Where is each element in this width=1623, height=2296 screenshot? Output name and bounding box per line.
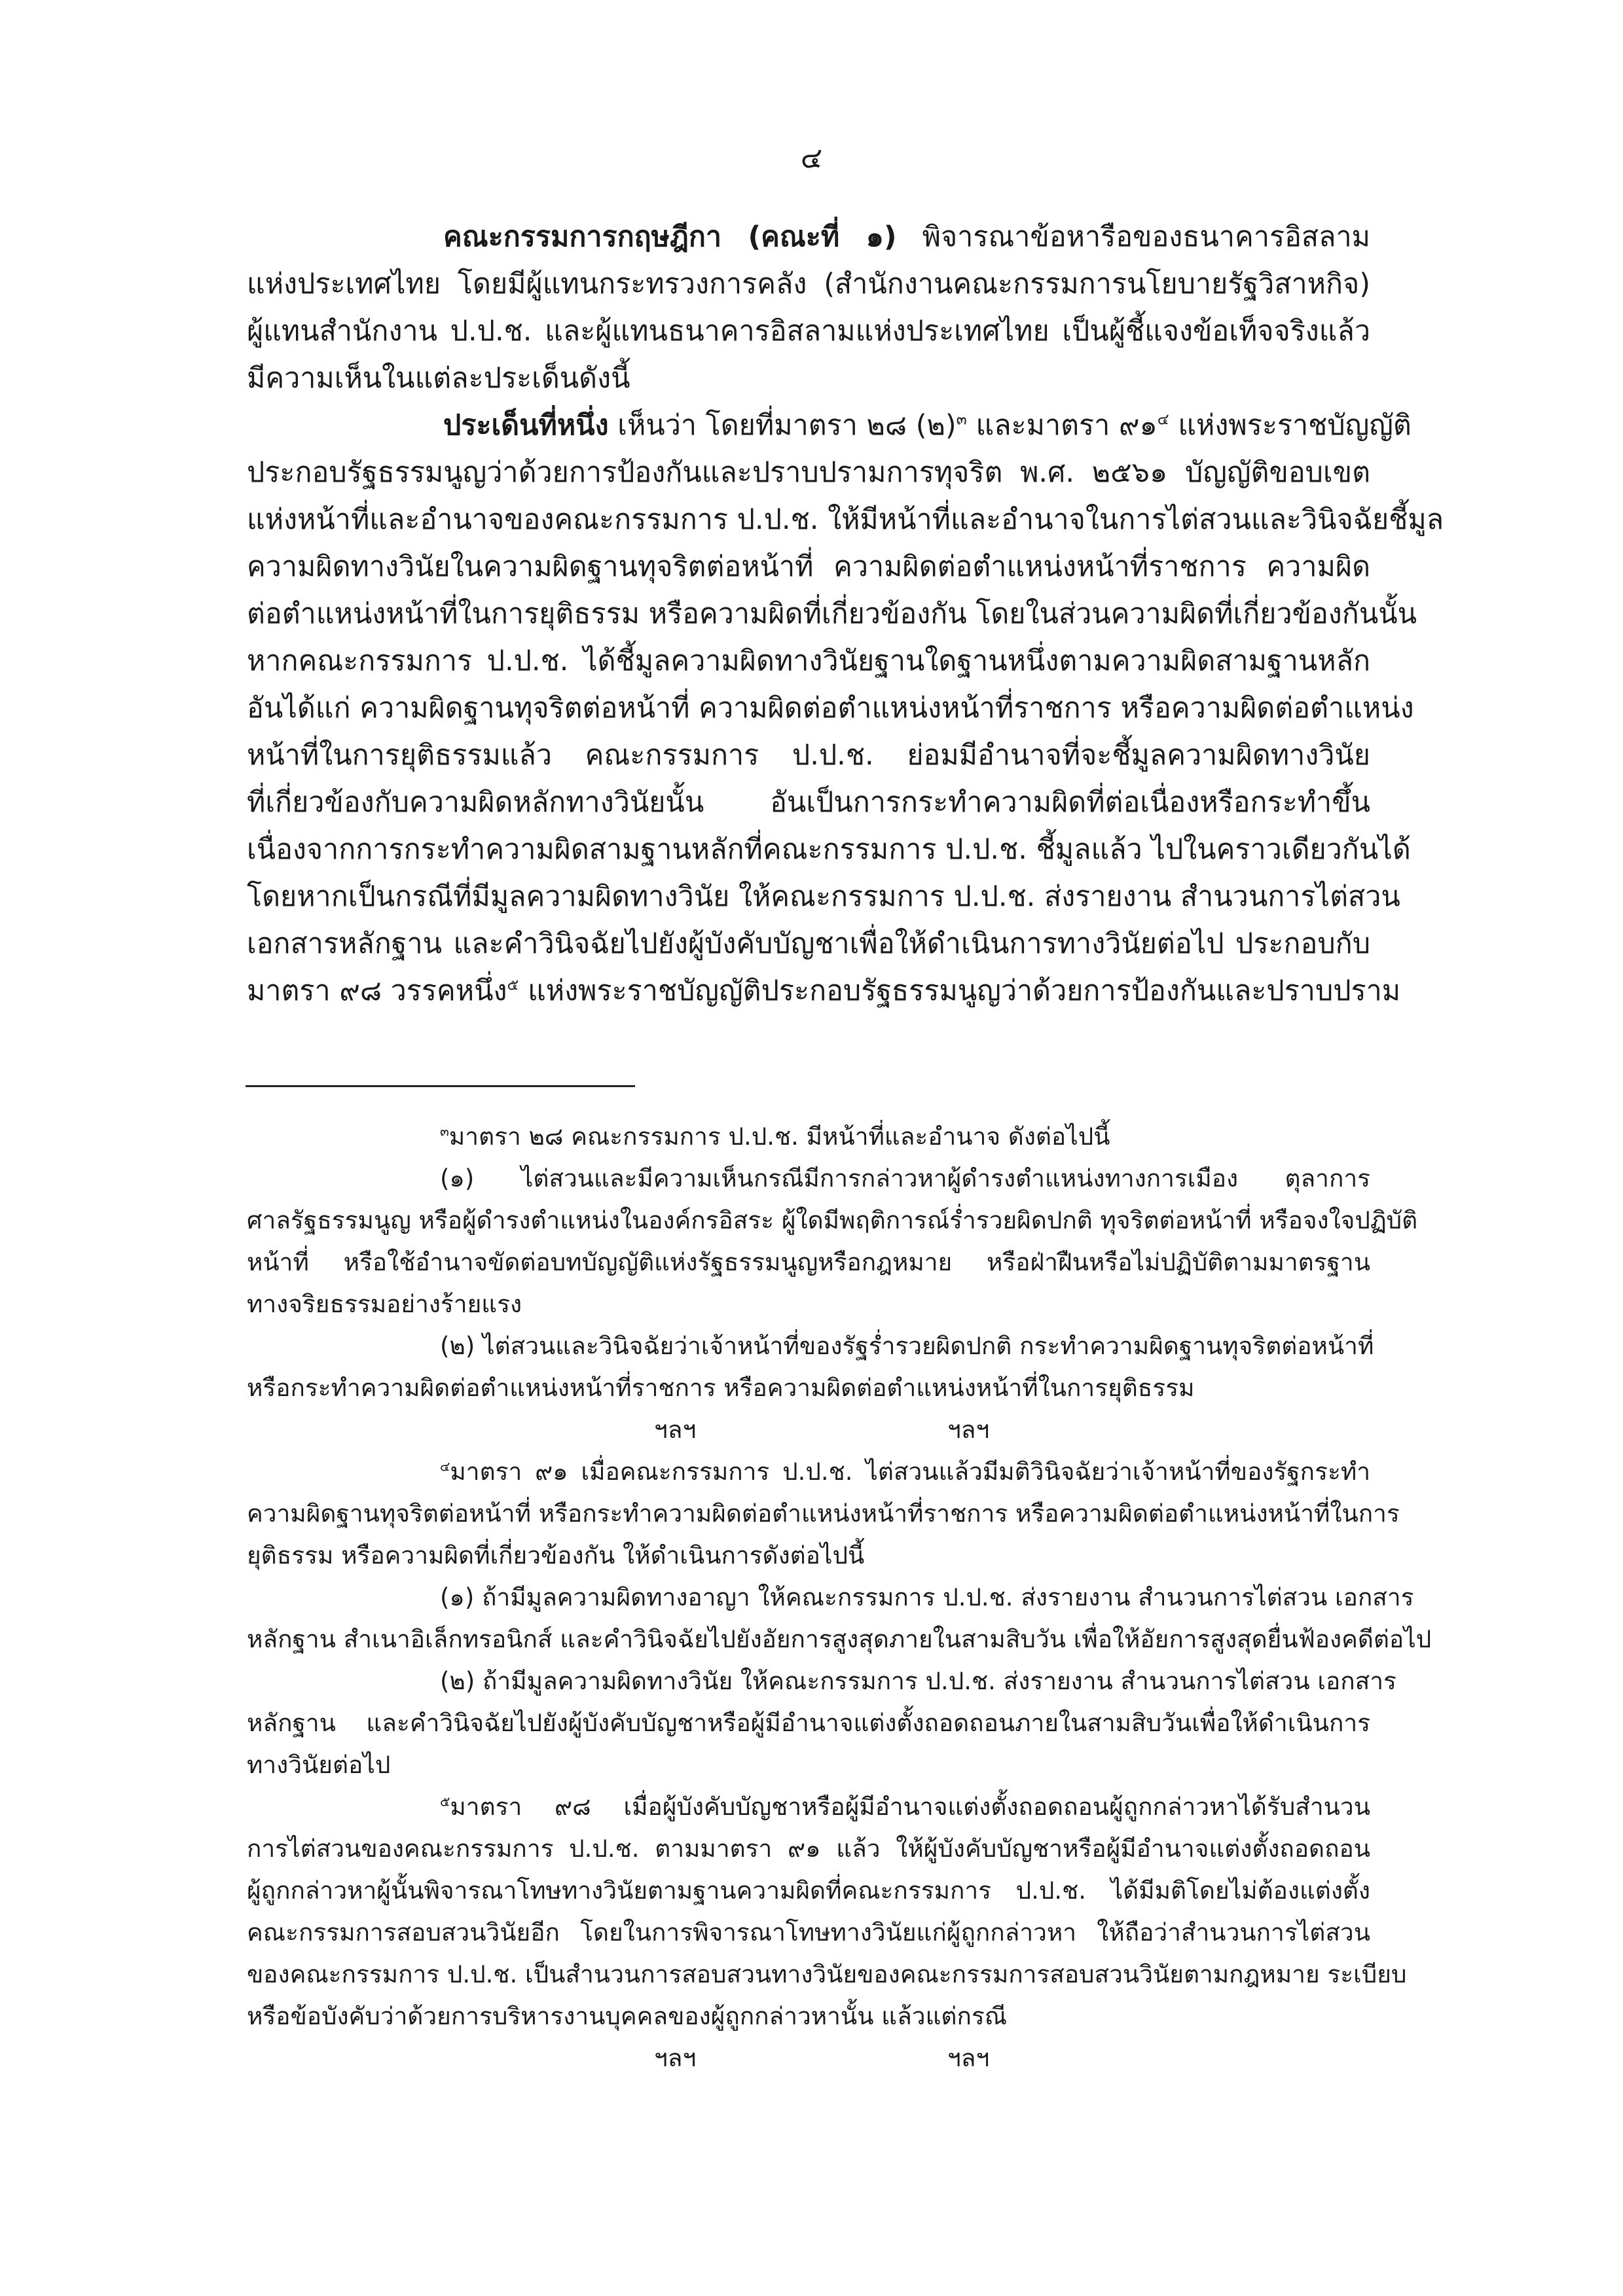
paragraph-line: แห่งหน้าที่และอำนาจของคณะกรรมการ ป.ป.ช. ให้มีหน้าที่และอำนาจในการไต่สวนและวินิจฉัยชี้มูล [247,503,1444,536]
footnote-line: หรือข้อบังคับว่าด้วยการบริหารงานบุคคลของผู้ถูกกล่าวหานั้น แล้วแต่กรณี [247,2002,1008,2030]
paragraph-line: คณะกรรมการกฤษฎีกา (คณะที่ ๑) พิจารณาข้อหารือของธนาคารอิสลาม [443,221,1370,253]
paragraph-line: ผู้แทนสำนักงาน ป.ป.ช. และผู้แทนธนาคารอิสลามแห่งประเทศไทย เป็นผู้ชี้แจงข้อเท็จจริงแล้ว [247,315,1370,348]
footnote-ref-5[interactable]: ๕ [507,975,519,994]
footnote-line: หลักฐาน และคำวินิจฉัยไปยังผู้บังคับบัญชาหรือผู้มีอำนาจแต่งตั้งถอดถอนภายในสามสิบวันเพื่อให้ดำเนินการ [247,1709,1370,1737]
paragraph-line: ประกอบรัฐธรรมนูญว่าด้วยการป้องกันและปราบปรามการทุจริต พ.ศ. ๒๕๖๑ บัญญัติขอบเขต [247,456,1370,489]
footnote-line: การไต่สวนของคณะกรรมการ ป.ป.ช. ตามมาตรา ๙๑ แล้ว ให้ผู้บังคับบัญชาหรือผู้มีอำนาจแต่งตั้งถอดถอน [247,1835,1370,1863]
footnote-line: ยุติธรรม หรือความผิดที่เกี่ยวข้องกัน ให้ดำเนินการดังต่อไปนี้ [247,1541,865,1570]
paragraph-line: เอกสารหลักฐาน และคำวินิจฉัยไปยังผู้บังคับบัญชาเพื่อให้ดำเนินการทางวินัยต่อไป ประกอบกับ [247,927,1370,960]
footnote-marker-3: ๓ [440,1123,449,1139]
footnote-marker-5: ๕ [440,1793,450,1810]
paragraph-line: มีความเห็นในแต่ละประเด็นดังนี้ [247,362,630,395]
paragraph-line: เนื่องจากการกระทำความผิดสามฐานหลักที่คณะกรรมการ ป.ป.ช. ชี้มูลแล้ว ไปในคราวเดียวกันได้ [247,833,1411,866]
footnote-line: หน้าที่ หรือใช้อำนาจขัดต่อบทบัญญัติแห่งรัฐธรรมนูญหรือกฎหมาย หรือฝ่าฝืนหรือไม่ปฏิบัติตามมาตรฐาน [247,1248,1370,1276]
footnote-separator [246,1085,635,1087]
footnote-marker-4: ๔ [440,1458,450,1475]
paragraph-line: ความผิดทางวินัยในความผิดฐานทุจริตต่อหน้าที่ ความผิดต่อตำแหน่งหน้าที่ราชการ ความผิด [247,550,1370,583]
paragraph-line: โดยหากเป็นกรณีที่มีมูลความผิดทางวินัย ให้คณะกรรมการ ป.ป.ช. ส่งรายงาน สำนวนการไต่สวน [247,880,1400,913]
footnote-5 [247,1786,1407,2079]
ellipsis-row [247,2037,1370,2079]
footnote-line: (๑) ถ้ามีมูลความผิดทางอาญา ให้คณะกรรมการ ป.ป.ช. ส่งรายงาน สำนวนการไต่สวน เอกสาร [440,1583,1414,1611]
paragraph-committee-opinion [247,213,1370,402]
footnote-line: ศาลรัฐธรรมนูญ หรือผู้ดำรงตำแหน่งในองค์กรอิสระ ผู้ใดมีพฤติการณ์ร่ำรวยผิดปกติ ทุจริตต่อหน้าที่ หรือจงใจปฏิบัติ [247,1206,1418,1234]
etc-mark-right: ฯลฯ [947,1416,990,1444]
footnote-line: $^๓$มาตรา ๒๘ คณะกรรมการ ป.ป.ช. มีหน้าที่และอำนาจ ดังต่อไปนี้ [440,1122,1110,1151]
footnote-line: (๒) ไต่สวนและวินิจฉัยว่าเจ้าหน้าที่ของรัฐร่ำรวยผิดปกติ กระทำความผิดฐานทุจริตต่อหน้าที่ [440,1332,1374,1360]
footnote-line: $^๕$มาตรา ๙๘ เมื่อผู้บังคับบัญชาหรือผู้มีอำนาจแต่งตั้งถอดถอนผู้ถูกกล่าวหาได้รับสำนวน [440,1793,1370,1821]
paragraph-line: อันได้แก่ ความผิดฐานทุจริตต่อหน้าที่ ความผิดต่อตำแหน่งหน้าที่ราชการ หรือความผิดต่อตำแหน่ง [247,692,1414,725]
body-text [247,213,1444,1014]
paragraph-line: มาตรา ๙๘ วรรคหนึ่ง$^๕$ แห่งพระราชบัญญัติประกอบรัฐธรรมนูญว่าด้วยการป้องกันและปราบปราม [247,975,1401,1007]
paragraph-line: ต่อตำแหน่งหน้าที่ในการยุติธรรม หรือความผิดที่เกี่ยวข้องกัน โดยในส่วนความผิดที่เกี่ยวข้องกันนั้น [247,598,1417,630]
footnote-line: หรือกระทำความผิดต่อตำแหน่งหน้าที่ราชการ หรือความผิดต่อตำแหน่งหน้าที่ในการยุติธรรม [247,1374,1195,1402]
etc-mark-left: ฯลฯ [654,2044,697,2072]
footnote-3 [247,1116,1418,1451]
paragraph-line: หน้าที่ในการยุติธรรมแล้ว คณะกรรมการ ป.ป.ช. ย่อมมีอำนาจที่จะชี้มูลความผิดทางวินัย [247,739,1370,772]
footnote-line: คณะกรรมการสอบสวนวินัยอีก โดยในการพิจารณาโทษทางวินัยแก่ผู้ถูกกล่าวหา ให้ถือว่าสำนวนการไต่สวน [247,1918,1370,1946]
committee-heading: คณะกรรมการกฤษฎีกา (คณะที่ ๑) [443,221,897,253]
paragraph-line: แห่งประเทศไทย โดยมีผู้แทนกระทรวงการคลัง (สำนักงานคณะกรรมการนโยบายรัฐวิสาหกิจ) [247,268,1370,300]
paragraph-line: หากคณะกรรมการ ป.ป.ช. ได้ชี้มูลความผิดทางวินัยฐานใดฐานหนึ่งตามความผิดสามฐานหลัก [247,645,1370,677]
page-number: ๔ [800,141,823,175]
paragraph-line: ประเด็นที่หนึ่ง เห็นว่า โดยที่มาตรา ๒๘ (๒)$^๓$ และมาตรา ๙๑$^๔$ แห่งพระราชบัญญัติ [443,409,1412,442]
footnote-line: (๒) ถ้ามีมูลความผิดทางวินัย ให้คณะกรรมการ ป.ป.ช. ส่งรายงาน สำนวนการไต่สวน เอกสาร [440,1667,1396,1695]
etc-mark-left: ฯลฯ [654,1416,697,1444]
footnote-4 [247,1451,1432,1786]
paragraph-line: ที่เกี่ยวข้องกับความผิดหลักทางวินัยนั้น อันเป็นการกระทำความผิดที่ต่อเนื่องหรือกระทำขึ้น [247,786,1370,819]
footnote-line: ความผิดฐานทุจริตต่อหน้าที่ หรือกระทำความผิดต่อตำแหน่งหน้าที่ราชการ หรือความผิดต่อตำแหน่งหน้าที่ในการ [247,1499,1400,1528]
footnote-ref-4[interactable]: ๔ [1157,410,1169,429]
footnote-line: $^๔$มาตรา ๙๑ เมื่อคณะกรรมการ ป.ป.ช. ไต่สวนแล้วมีมติวินิจฉัยว่าเจ้าหน้าที่ของรัฐกระทำ [440,1458,1370,1486]
etc-mark-right: ฯลฯ [947,2044,990,2072]
footnote-ref-3[interactable]: ๓ [956,410,967,429]
paragraph-issue-one [247,402,1444,1014]
issue-one-heading: ประเด็นที่หนึ่ง [443,409,609,442]
footnote-line: (๑) ไต่สวนและมีความเห็นกรณีมีการกล่าวหาผู้ดำรงตำแหน่งทางการเมือง ตุลาการ [440,1164,1370,1193]
footnotes [247,1116,1432,2079]
footnote-line: ทางวินัยต่อไป [247,1751,391,1779]
footnote-line: ทางจริยธรรมอย่างร้ายแรง [247,1290,522,1318]
ellipsis-row [247,1409,1370,1451]
footnote-line: ผู้ถูกกล่าวหาผู้นั้นพิจารณาโทษทางวินัยตามฐานความผิดที่คณะกรรมการ ป.ป.ช. ได้มีมติโดยไม่ต้องแต่งตั้ง [247,1876,1370,1905]
footnote-line: หลักฐาน สำเนาอิเล็กทรอนิกส์ และคำวินิจฉัยไปยังอัยการสูงสุดภายในสามสิบวัน เพื่อให้อัยการสูงสุดยื่นฟ้องคดีต่อไป [247,1625,1432,1653]
footnote-line: ของคณะกรรมการ ป.ป.ช. เป็นสำนวนการสอบสวนทางวินัยของคณะกรรมการสอบสวนวินัยตามกฎหมาย ระเบียบ [247,1960,1407,1988]
